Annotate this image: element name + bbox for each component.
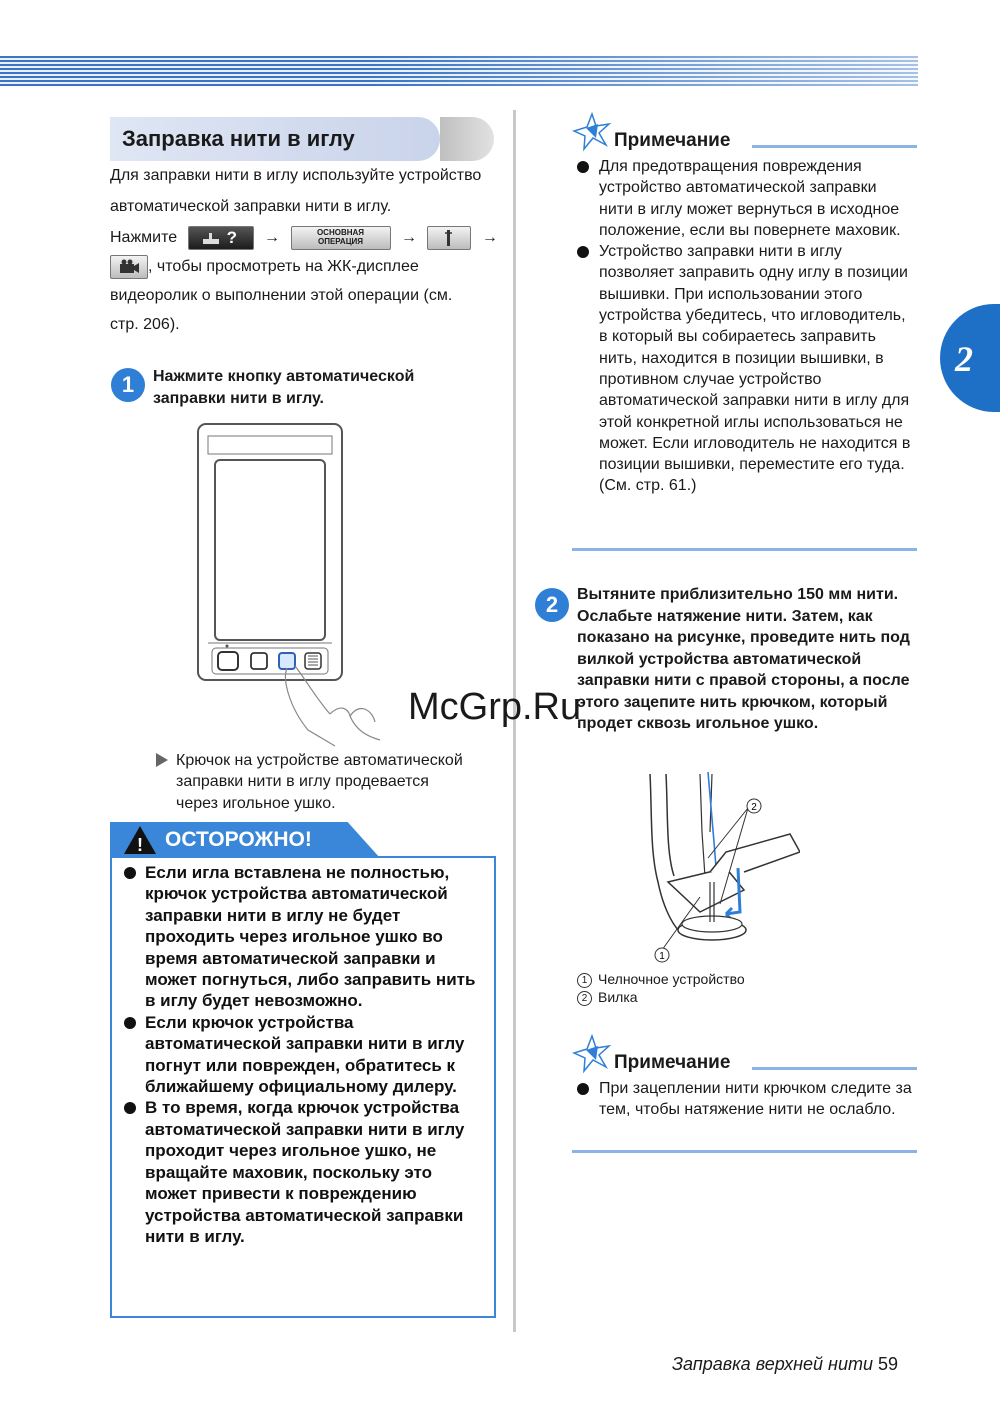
triangle-bullet-icon bbox=[156, 753, 168, 767]
step-1-result-line-1: Крючок на устройстве автоматической bbox=[176, 752, 463, 769]
help-button-glyph: ? bbox=[226, 227, 237, 247]
note-1-title: Примечание bbox=[614, 130, 731, 151]
intro-press-label: Нажмите bbox=[110, 229, 178, 246]
footer-title: Заправка верхней нити bbox=[672, 1354, 873, 1374]
note-2-title-line bbox=[752, 1067, 917, 1070]
arrow-3: → bbox=[481, 229, 498, 246]
watermark: McGrp.Ru bbox=[408, 686, 582, 728]
bullet-icon bbox=[577, 1083, 589, 1095]
note-2-item-text: При зацеплении нити крючком следите за тем, чтобы натяжение нити не ослабло. bbox=[599, 1080, 912, 1119]
intro-line-3-text: , чтобы просмотреть на ЖК-дисплее bbox=[148, 258, 419, 275]
callout-1: 1 bbox=[659, 951, 665, 962]
note-star-icon bbox=[572, 1034, 612, 1074]
step-1-result-line-3: через игольное ушко. bbox=[176, 794, 336, 812]
main-operation-button bbox=[291, 226, 391, 250]
warning-glyph: ! bbox=[137, 835, 143, 855]
chapter-number: 2 bbox=[955, 339, 973, 379]
intro-line-5: стр. 206). bbox=[110, 316, 180, 333]
caution-item-text: Если игла вставлена не полностью, крючок устройства автоматической заправки нити в иглу не будет проходить через игольное ушко во время автоматической заправки и может погнуться, либо заправить нить в иглу будет невозможно. bbox=[145, 863, 476, 1011]
step-1-result-line-2: заправки нити в иглу продевается bbox=[176, 773, 429, 791]
needle-threading-button-icon bbox=[427, 226, 471, 250]
caution-item bbox=[120, 1012, 488, 1098]
legend-number-2: 2 bbox=[577, 991, 592, 1006]
intro-line-4: видеоролик о выполнении этой операции (см. bbox=[110, 287, 453, 304]
caution-item bbox=[120, 1097, 488, 1247]
legend-number-1: 1 bbox=[577, 973, 592, 988]
step-1-text bbox=[153, 366, 414, 409]
note-2-bottom-line bbox=[572, 1150, 917, 1153]
note-1-item-text: Устройство заправки нити в иглу позволяет заправить одну иглу в позиции вышивки. При использовании этого устройства убедитесь, что игловодитель, в который вы собираетесь заправить нить, находится в позиции вышивки, в противном случае устройство автоматической заправки нити в иглу для этой конкретной иглы использоваться не может. Если игловодитель не находится в позиции вышивки, переместите его туда. (См. стр. 61.) bbox=[599, 243, 911, 495]
caution-item-text: В то время, когда крючок устройства автоматической заправки нити в иглу проходит через игольное ушко, не вращайте маховик, поскольку это может привести к повреждению устройства автоматической заправки нити в иглу. bbox=[145, 1098, 465, 1246]
video-button-icon bbox=[110, 255, 148, 279]
arrow-1: → bbox=[264, 229, 281, 246]
page-footer bbox=[672, 1354, 898, 1375]
main-operation-label-2: ОПЕРАЦИЯ bbox=[317, 236, 364, 246]
step-1-number: 1 bbox=[111, 368, 145, 402]
intro-press-row bbox=[110, 223, 504, 252]
help-button-icon bbox=[188, 226, 254, 250]
header-stripe-fade bbox=[0, 56, 918, 86]
section-title: Заправка нити в иглу bbox=[122, 126, 355, 151]
section-title-tab bbox=[440, 117, 494, 161]
note-1-list bbox=[573, 156, 913, 497]
note-1-title-line bbox=[752, 145, 917, 148]
note-1-item-text: Для предотвращения повреждения устройство автоматической заправки нити в иглу может вернуться в исходное положение, если вы повернете маховик. bbox=[599, 158, 901, 239]
note-star-icon bbox=[572, 112, 612, 152]
legend-row-2 bbox=[577, 989, 638, 1006]
bullet-icon bbox=[124, 867, 136, 879]
intro-line-3 bbox=[110, 252, 419, 281]
note-1-item bbox=[573, 241, 913, 497]
note-2-list bbox=[573, 1078, 918, 1121]
caution-list bbox=[120, 862, 488, 1247]
legend-row-1 bbox=[577, 971, 745, 988]
step-2-number: 2 bbox=[535, 588, 569, 622]
arrow-2: → bbox=[400, 229, 417, 246]
intro-line-2: автоматической заправки нити в иглу. bbox=[110, 198, 392, 215]
threading-figure bbox=[640, 772, 800, 966]
control-panel-illustration bbox=[190, 418, 390, 748]
note-2-item bbox=[573, 1078, 918, 1121]
step-2-text: Вытяните приблизительно 150 мм нити. Ослабьте натяжение нити. Затем, как показано на рисунке, проведите нить под вилкой устройства автоматической заправки нити с правой стороны, а после этого зацепите нить крючком, который продет сквозь игольное ушко. bbox=[577, 586, 910, 732]
caution-item-text: Если крючок устройства автоматической заправки нити в иглу погнут или поврежден, обратитесь к ближайшему официальному дилеру. bbox=[145, 1012, 465, 1097]
bullet-icon bbox=[124, 1017, 136, 1029]
note-2-title: Примечание bbox=[614, 1052, 731, 1073]
page-number: 59 bbox=[877, 1354, 899, 1374]
note-1-item bbox=[573, 156, 913, 241]
caution-item bbox=[120, 862, 488, 1012]
bullet-icon bbox=[577, 246, 589, 258]
step-1-result bbox=[156, 750, 463, 814]
legend-label-1: Челночное устройство bbox=[598, 971, 745, 987]
caution-title: ОСТОРОЖНО! bbox=[165, 828, 312, 851]
bullet-icon bbox=[577, 161, 589, 173]
callout-2: 2 bbox=[751, 802, 757, 813]
warning-triangle-icon bbox=[122, 824, 158, 856]
note-1-bottom-line bbox=[572, 548, 917, 551]
step-1-text-line-2: заправки нити в иглу. bbox=[153, 389, 324, 407]
main-operation-label-1: ОСНОВНАЯ bbox=[316, 227, 365, 237]
step-1-text-line-1: Нажмите кнопку автоматической bbox=[153, 368, 415, 385]
legend-label-2: Вилка bbox=[598, 989, 638, 1005]
bullet-icon bbox=[124, 1102, 136, 1114]
step-1-result-row bbox=[156, 750, 463, 814]
intro-line-1: Для заправки нити в иглу используйте устройство bbox=[110, 167, 482, 184]
